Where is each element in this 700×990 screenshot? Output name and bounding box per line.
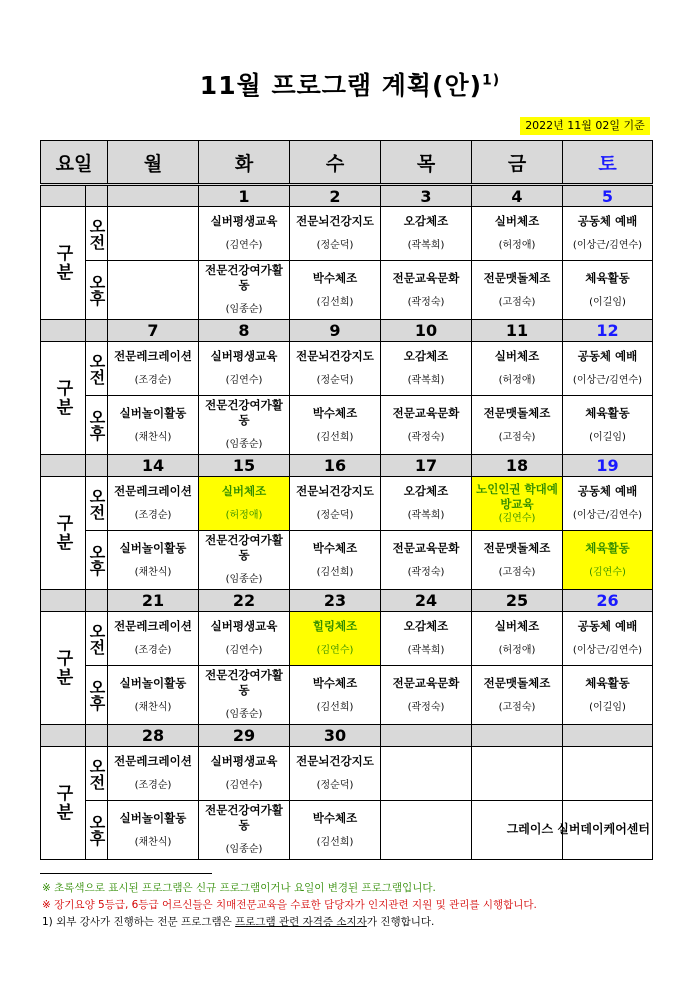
date-row-spacer <box>86 725 108 747</box>
date-row-spacer <box>86 455 108 477</box>
program-name: 전문건강여가활동 <box>205 263 283 292</box>
am-label: 오전 <box>86 342 108 396</box>
program-name: 전문교육문화 <box>392 405 460 420</box>
date-row <box>41 185 653 207</box>
pm-label: 오후 <box>86 531 108 590</box>
program-cell <box>472 747 563 801</box>
program-cell <box>108 342 199 396</box>
pm-label: 오후 <box>86 261 108 320</box>
program-cell <box>290 612 381 666</box>
program-cell <box>381 342 472 396</box>
instructor-name: (고점숙) <box>498 296 536 308</box>
note-footnote: 1) 외부 강사가 진행하는 전문 프로그램은 프로그램 관련 자격증 소지자가 진행합니다. <box>42 916 435 928</box>
program-name: 전문맷돌체조 <box>483 405 551 420</box>
header-weekday-label: 요일 <box>41 141 108 185</box>
instructor-name: (이상근/김연수) <box>572 375 643 386</box>
program-name: 전문교육문화 <box>392 675 460 690</box>
date-cell: 17 <box>381 455 472 477</box>
program-name: 전문교육문화 <box>392 540 460 555</box>
program-cell <box>290 207 381 261</box>
date-row-spacer <box>41 725 86 747</box>
program-name: 전문교육문화 <box>392 270 460 285</box>
program-name: 전문건강여가활동 <box>205 533 283 562</box>
am-row <box>41 477 653 531</box>
instructor-name: (임종순) <box>225 574 263 585</box>
date-cell <box>108 185 199 207</box>
program-cell <box>199 801 290 860</box>
program-cell <box>381 531 472 590</box>
instructor-name: (이길임) <box>589 701 626 713</box>
instructor-name: (김연수) <box>498 512 536 524</box>
date-cell: 8 <box>199 320 290 342</box>
instructor-name: (이상근/김연수) <box>572 645 643 656</box>
program-name: 실버체조 <box>221 484 267 498</box>
date-row <box>41 455 653 477</box>
instructor-name: (채찬식) <box>134 836 172 848</box>
instructor-name: (김연수) <box>589 566 626 578</box>
program-cell <box>108 612 199 666</box>
program-cell <box>108 747 199 801</box>
date-cell: 18 <box>472 455 563 477</box>
instructor-name: (김연수) <box>225 375 263 386</box>
instructor-name: (정순덕) <box>316 510 354 521</box>
program-name: 전문레크레이션 <box>114 619 192 633</box>
instructor-name: (김선희) <box>316 566 354 578</box>
date-cell: 22 <box>199 590 290 612</box>
instructor-name: (임종순) <box>225 709 263 720</box>
instructor-name: (곽정숙) <box>407 431 445 443</box>
program-cell <box>108 801 199 860</box>
program-name: 전문레크레이션 <box>114 349 192 363</box>
program-cell <box>199 396 290 455</box>
program-name: 실버평생교육 <box>210 754 278 768</box>
instructor-name: (조경순) <box>134 645 172 656</box>
group-label: 구분 <box>41 477 86 590</box>
instructor-name: (이길임) <box>589 431 626 443</box>
header-row <box>41 141 653 185</box>
date-cell: 11 <box>472 320 563 342</box>
program-cell <box>108 261 199 320</box>
program-name: 오감체조 <box>403 484 449 498</box>
schedule-table <box>40 140 653 860</box>
pm-row <box>41 666 653 725</box>
program-name: 공동체 예배 <box>577 214 638 228</box>
date-row <box>41 725 653 747</box>
program-cell <box>381 666 472 725</box>
instructor-name: (김연수) <box>316 645 354 656</box>
group-label: 구분 <box>41 747 86 860</box>
program-name: 공동체 예배 <box>577 349 638 363</box>
program-name: 힐링체조 <box>312 619 358 633</box>
pm-label: 오후 <box>86 666 108 725</box>
pm-row <box>41 396 653 455</box>
date-cell <box>472 725 563 747</box>
program-name: 박수체조 <box>312 540 358 555</box>
instructor-name: (허정애) <box>498 240 536 251</box>
instructor-name: (김연수) <box>225 240 263 251</box>
instructor-name: (곽복희) <box>407 375 445 386</box>
date-row <box>41 590 653 612</box>
date-cell: 19 <box>563 455 653 477</box>
note-dementia-care: ※ 장기요양 5등급, 6등급 어르신들은 치매전문교육을 수료한 담당자가 인지관련 지원 및 관리를 시행합니다. <box>42 899 537 911</box>
program-name: 전문뇌건강지도 <box>296 484 374 498</box>
date-cell: 25 <box>472 590 563 612</box>
instructor-name: (김연수) <box>225 645 263 656</box>
date-cell: 1 <box>199 185 290 207</box>
instructor-name: (김선희) <box>316 296 354 308</box>
program-cell <box>381 477 472 531</box>
program-cell <box>199 342 290 396</box>
program-name: 전문맷돌체조 <box>483 540 551 555</box>
date-cell: 2 <box>290 185 381 207</box>
program-name: 실버평생교육 <box>210 619 278 633</box>
program-cell <box>563 477 653 531</box>
header-thu: 목 <box>381 141 472 185</box>
program-cell <box>108 666 199 725</box>
am-row <box>41 207 653 261</box>
program-cell <box>563 207 653 261</box>
instructor-name: (곽정숙) <box>407 566 445 578</box>
program-cell <box>563 396 653 455</box>
program-name: 실버놀이활동 <box>119 405 187 420</box>
program-cell <box>290 477 381 531</box>
am-label: 오전 <box>86 207 108 261</box>
program-name: 실버평생교육 <box>210 349 278 363</box>
pm-label: 오후 <box>86 396 108 455</box>
program-name: 실버놀이활동 <box>119 540 187 555</box>
program-cell <box>472 342 563 396</box>
am-row <box>41 342 653 396</box>
instructor-name: (곽정숙) <box>407 296 445 308</box>
footnote-divider <box>40 873 212 874</box>
program-name: 박수체조 <box>312 270 358 285</box>
date-row-spacer <box>86 185 108 207</box>
title-footnote-marker: 1) <box>482 72 501 89</box>
program-cell <box>472 531 563 590</box>
instructor-name: (정순덕) <box>316 240 354 251</box>
instructor-name: (이길임) <box>589 296 626 308</box>
program-cell <box>199 612 290 666</box>
am-label: 오전 <box>86 747 108 801</box>
date-cell: 10 <box>381 320 472 342</box>
date-cell: 7 <box>108 320 199 342</box>
date-cell: 12 <box>563 320 653 342</box>
date-cell: 24 <box>381 590 472 612</box>
program-cell <box>381 261 472 320</box>
header-tue: 화 <box>199 141 290 185</box>
instructor-name: (김선희) <box>316 431 354 443</box>
program-name: 전문건강여가활동 <box>205 668 283 697</box>
program-cell <box>563 531 653 590</box>
instructor-name: (김선희) <box>316 836 354 848</box>
instructor-name: (정순덕) <box>316 375 354 386</box>
program-cell <box>472 666 563 725</box>
program-name: 실버놀이활동 <box>119 675 187 690</box>
date-cell: 16 <box>290 455 381 477</box>
program-cell <box>472 396 563 455</box>
instructor-name: (채찬식) <box>134 701 172 713</box>
date-cell: 29 <box>199 725 290 747</box>
organization-name: 그레이스 실버데이케어센터 <box>506 822 650 836</box>
date-cell: 14 <box>108 455 199 477</box>
program-cell <box>199 666 290 725</box>
pm-row <box>41 261 653 320</box>
instructor-name: (고점숙) <box>498 701 536 713</box>
program-cell <box>472 477 563 531</box>
page-title: 11월 프로그램 계획(안)$^{1)}$ <box>199 71 501 100</box>
program-cell <box>290 261 381 320</box>
group-label: 구분 <box>41 612 86 725</box>
program-name: 체육활동 <box>585 270 630 285</box>
group-label: 구분 <box>41 207 86 320</box>
instructor-name: (허정애) <box>225 510 263 521</box>
date-row-spacer <box>41 590 86 612</box>
program-name: 실버체조 <box>494 214 540 228</box>
date-cell: 30 <box>290 725 381 747</box>
pm-row <box>41 531 653 590</box>
date-row-spacer <box>41 320 86 342</box>
date-cell <box>381 725 472 747</box>
program-cell <box>381 207 472 261</box>
date-cell: 23 <box>290 590 381 612</box>
header-wed: 수 <box>290 141 381 185</box>
program-cell <box>108 477 199 531</box>
program-name: 오감체조 <box>403 349 449 363</box>
program-name: 박수체조 <box>312 810 358 825</box>
program-cell <box>381 396 472 455</box>
instructor-name: (조경순) <box>134 510 172 521</box>
instructor-name: (곽정숙) <box>407 701 445 713</box>
program-name: 전문건강여가활동 <box>205 803 283 832</box>
date-cell: 5 <box>563 185 653 207</box>
program-name: 전문맷돌체조 <box>483 270 551 285</box>
date-badge: 2022년 11월 02일 기준 <box>520 117 650 135</box>
group-label: 구분 <box>41 342 86 455</box>
program-cell <box>381 747 472 801</box>
am-row <box>41 612 653 666</box>
program-cell <box>290 531 381 590</box>
instructor-name: (채찬식) <box>134 566 172 578</box>
program-name: 오감체조 <box>403 619 449 633</box>
date-cell <box>563 725 653 747</box>
instructor-name: (김연수) <box>225 780 263 791</box>
program-cell <box>381 801 472 860</box>
program-name: 공동체 예배 <box>577 484 638 498</box>
program-name: 전문뇌건강지도 <box>296 349 374 363</box>
program-cell <box>108 531 199 590</box>
instructor-name: (곽복희) <box>407 645 445 656</box>
date-row-spacer <box>41 455 86 477</box>
am-label: 오전 <box>86 612 108 666</box>
instructor-name: (고점숙) <box>498 431 536 443</box>
schedule-body <box>41 185 653 860</box>
program-cell <box>563 666 653 725</box>
program-cell <box>108 207 199 261</box>
notes <box>42 880 662 931</box>
program-name: 박수체조 <box>312 405 358 420</box>
header-sat: 토 <box>563 141 653 185</box>
program-name: 박수체조 <box>312 675 358 690</box>
program-name: 전문레크레이션 <box>114 754 192 768</box>
instructor-name: (김선희) <box>316 701 354 713</box>
program-cell <box>563 747 653 801</box>
instructor-name: (허정애) <box>498 375 536 386</box>
program-name: 실버체조 <box>494 619 540 633</box>
instructor-name: (곽복희) <box>407 240 445 251</box>
instructor-name: (이상근/김연수) <box>572 510 643 521</box>
program-name: 전문건강여가활동 <box>205 398 283 427</box>
program-name: 실버평생교육 <box>210 214 278 228</box>
date-cell: 9 <box>290 320 381 342</box>
program-cell <box>563 342 653 396</box>
note-new-program: ※ 초록색으로 표시된 프로그램은 신규 프로그램이거나 요일이 변경된 프로그램입니다. <box>42 882 436 894</box>
instructor-name: (허정애) <box>498 645 536 656</box>
program-name: 체육활동 <box>585 405 630 420</box>
program-name: 실버놀이활동 <box>119 810 187 825</box>
program-cell <box>290 396 381 455</box>
header-fri: 금 <box>472 141 563 185</box>
program-cell <box>290 801 381 860</box>
program-cell <box>199 207 290 261</box>
program-cell <box>472 261 563 320</box>
program-cell <box>290 342 381 396</box>
am-label: 오전 <box>86 477 108 531</box>
instructor-name: (임종순) <box>225 304 263 315</box>
date-cell: 21 <box>108 590 199 612</box>
program-name: 체육활동 <box>585 675 630 690</box>
program-cell <box>199 477 290 531</box>
instructor-name: (조경순) <box>134 375 172 386</box>
date-cell: 4 <box>472 185 563 207</box>
instructor-name: (채찬식) <box>134 431 172 443</box>
program-cell <box>199 531 290 590</box>
am-row <box>41 747 653 801</box>
date-cell: 15 <box>199 455 290 477</box>
program-name: 전문맷돌체조 <box>483 675 551 690</box>
date-cell: 3 <box>381 185 472 207</box>
program-name: 전문뇌건강지도 <box>296 754 374 768</box>
instructor-name: (조경순) <box>134 780 172 791</box>
date-cell: 26 <box>563 590 653 612</box>
instructor-name: (임종순) <box>225 439 263 450</box>
program-name: 전문뇌건강지도 <box>296 214 374 228</box>
instructor-name: (정순덕) <box>316 780 354 791</box>
program-cell <box>290 666 381 725</box>
instructor-name: (고점숙) <box>498 566 536 578</box>
date-row-spacer <box>41 185 86 207</box>
date-row-spacer <box>86 320 108 342</box>
program-name: 공동체 예배 <box>577 619 638 633</box>
program-name: 실버체조 <box>494 349 540 363</box>
date-cell: 28 <box>108 725 199 747</box>
instructor-name: (임종순) <box>225 844 263 855</box>
program-cell <box>472 207 563 261</box>
program-cell <box>472 612 563 666</box>
pm-label: 오후 <box>86 801 108 860</box>
program-cell <box>199 261 290 320</box>
program-name: 노인인권 학대예방교육 <box>476 481 558 511</box>
program-cell <box>563 261 653 320</box>
instructor-name: (이상근/김연수) <box>572 240 643 251</box>
header-mon: 월 <box>108 141 199 185</box>
program-name: 오감체조 <box>403 214 449 228</box>
program-cell <box>199 747 290 801</box>
program-cell <box>108 396 199 455</box>
date-row <box>41 320 653 342</box>
date-row-spacer <box>86 590 108 612</box>
program-cell <box>381 612 472 666</box>
instructor-name: (곽복희) <box>407 510 445 521</box>
program-name: 전문레크레이션 <box>114 484 192 498</box>
program-name: 체육활동 <box>585 540 630 555</box>
program-cell <box>290 747 381 801</box>
program-cell <box>563 612 653 666</box>
